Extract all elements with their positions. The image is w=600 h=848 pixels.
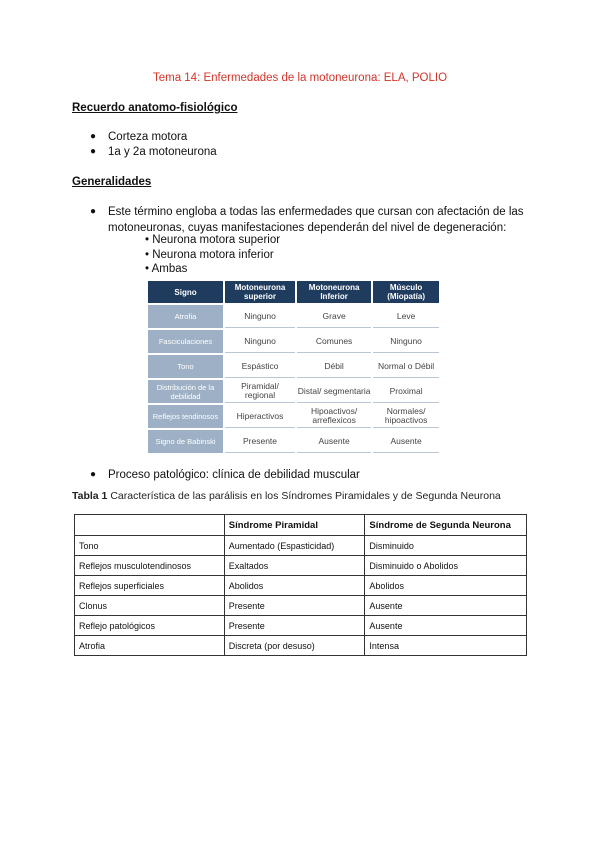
table-header-cell: Motoneurona Inferior — [297, 281, 371, 303]
section-heading-recuerdo: Recuerdo anatomo-fisiológico — [72, 102, 238, 114]
section-heading-generalidades: Generalidades — [72, 176, 152, 188]
table-cell: Leve — [373, 305, 439, 328]
list-item: ● 1a y 2a motoneurona — [90, 146, 217, 158]
table-header-cell: Motoneurona superior — [225, 281, 295, 303]
table-cell: Normales/ hipoactivos — [373, 405, 439, 428]
table-cell: Clonus — [75, 596, 225, 616]
table-header-cell: Signo — [148, 281, 223, 303]
table-cell: Ausente — [365, 596, 527, 616]
table-cell: Hipoactivos/ arreflexicos — [297, 405, 371, 428]
row-header-cell: Reflejos tendinosos — [148, 405, 223, 428]
table-cell: Disminuido o Abolidos — [365, 556, 527, 576]
table-row — [148, 380, 439, 403]
generalidades-paragraph: ● Este término engloba a todas las enfermedades que cursan con afectación de las motoneuronas, cuyas manifestaciones dependerán del nivel de degeneración: — [90, 206, 524, 234]
table-cell: Presente — [224, 596, 365, 616]
table-cell: Proximal — [373, 380, 439, 403]
row-header-cell: Distribución de la debilidad — [148, 380, 223, 403]
list-item: • Ambas — [145, 263, 188, 275]
table-cell: Normal o Débil — [373, 355, 439, 378]
list-item: • Neurona motora superior — [145, 234, 281, 246]
table-row — [148, 430, 439, 453]
row-header-cell: Tono — [148, 355, 223, 378]
bullet-icon: ● — [90, 206, 97, 217]
table-row — [148, 405, 439, 428]
table-cell: Reflejo patológicos — [75, 616, 225, 636]
table-cell: Reflejos superficiales — [75, 576, 225, 596]
paralysis-characteristics-table — [74, 514, 527, 656]
table-header-cell: Síndrome Piramidal — [224, 515, 365, 536]
table-row — [75, 536, 527, 556]
list-item: ● Corteza motora — [90, 131, 188, 143]
table-cell: Disminuido — [365, 536, 527, 556]
table-cell: Ninguno — [225, 330, 295, 353]
table-row — [148, 305, 439, 328]
table-cell: Atrofia — [75, 636, 225, 656]
table-cell: Presente — [225, 430, 295, 453]
table-cell: Discreta (por desuso) — [224, 636, 365, 656]
table-cell: Presente — [224, 616, 365, 636]
table-cell: Ausente — [297, 430, 371, 453]
table-row — [75, 576, 527, 596]
table-header-cell: Síndrome de Segunda Neurona — [365, 515, 527, 536]
table-row — [75, 616, 527, 636]
bullet-icon: ● — [90, 146, 97, 157]
table-cell: Ninguno — [225, 305, 295, 328]
table-header-cell: Músculo (Miopatía) — [373, 281, 439, 303]
table-cell: Comunes — [297, 330, 371, 353]
table-header-row — [148, 281, 439, 303]
row-header-cell: Atrofia — [148, 305, 223, 328]
table-row — [148, 330, 439, 353]
table-row — [75, 636, 527, 656]
table-cell: Intensa — [365, 636, 527, 656]
table-cell: Ninguno — [373, 330, 439, 353]
table-cell: Espástico — [225, 355, 295, 378]
page-title: Tema 14: Enfermedades de la motoneurona: ELA, POLIO — [152, 72, 448, 84]
motoneuron-signs-table — [146, 279, 441, 455]
bullet-icon: ● — [90, 469, 97, 480]
table-header-row — [75, 515, 527, 536]
list-item: ● Proceso patológico: clínica de debilidad muscular — [90, 469, 360, 481]
table-row — [148, 355, 439, 378]
row-header-cell: Signo de Babinski — [148, 430, 223, 453]
table-cell: Piramidal/ regional — [225, 380, 295, 403]
table-cell: Aumentado (Espasticidad) — [224, 536, 365, 556]
table-cell: Ausente — [373, 430, 439, 453]
list-item: • Neurona motora inferior — [145, 249, 274, 261]
table-cell: Exaltados — [224, 556, 365, 576]
table-row — [75, 556, 527, 576]
bullet-icon: ● — [90, 131, 97, 142]
table-cell: Débil — [297, 355, 371, 378]
table-cell: Hiperactivos — [225, 405, 295, 428]
table-cell: Reflejos musculotendinosos — [75, 556, 225, 576]
row-header-cell: Fasciculaciones — [148, 330, 223, 353]
table-cell: Grave — [297, 305, 371, 328]
table-cell: Tono — [75, 536, 225, 556]
table-cell: Abolidos — [365, 576, 527, 596]
table-row — [75, 596, 527, 616]
table-caption: Tabla 1 Característica de las parálisis en los Síndromes Piramidales y de Segunda Neurona — [72, 490, 501, 502]
table-cell: Ausente — [365, 616, 527, 636]
table-cell: Distal/ segmentaria — [297, 380, 371, 403]
table-header-cell — [75, 515, 225, 536]
table-cell: Abolidos — [224, 576, 365, 596]
